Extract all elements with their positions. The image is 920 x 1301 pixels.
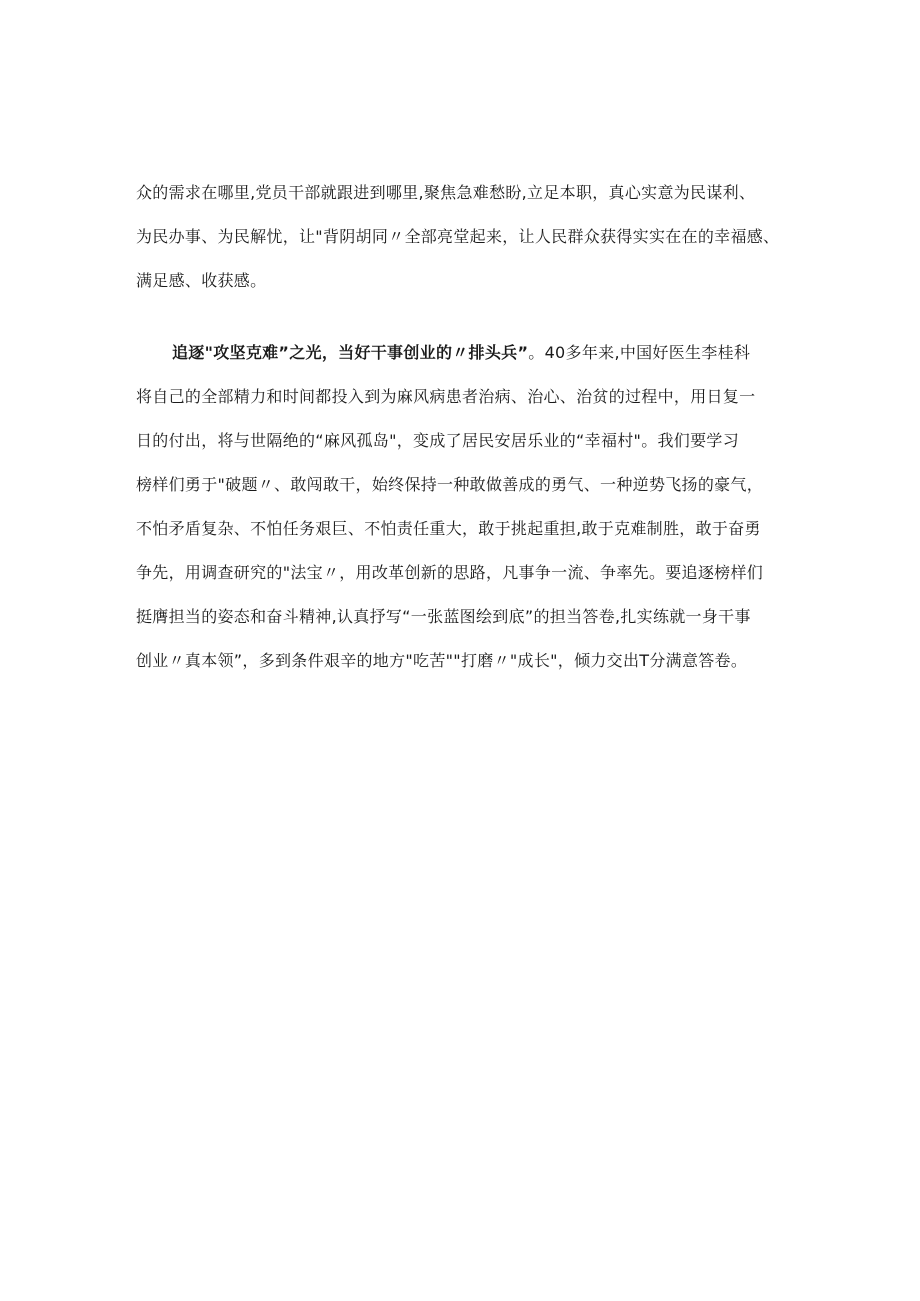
paragraph-line: 满足感、收获感。 (136, 271, 267, 290)
paragraph-line: 争先，用调查研究的"法宝〃，用改革创新的思路，凡事争一流、争率先。要追逐榜样们 (136, 563, 764, 582)
paragraph-first-line-rest: 。40多年来,中国好医生李桂科 (528, 343, 751, 362)
paragraph-line: 日的付出，将与世隔绝的“麻风孤岛"，变成了居民安居乐业的“幸福村"。我们要学习 (136, 431, 739, 450)
paragraph-line: 创业〃真本领”，多到条件艰辛的地方"吃苦""打磨〃"成长"，倾力交出T分满意答卷。 (136, 651, 748, 670)
paragraph-line: 为民办事、为民解忧，让"背阴胡同〃全部亮堂起来，让人民群众获得实实在在的幸福感、 (136, 227, 780, 246)
paragraph-line: 挺膺担当的姿态和奋斗精神,认真抒写“一张蓝图绘到底”的担当答卷,扎实练就一身干事 (136, 607, 751, 626)
paragraph-heading: 追逐"攻坚克难”之光，当好干事创业的〃排头兵” (172, 343, 529, 362)
paragraph-2 (136, 331, 816, 683)
paragraph-line: 众的需求在哪里,党员干部就跟进到哪里,聚焦急难愁盼,立足本职，真心实意为民谋利、 (136, 183, 756, 202)
paragraph-line: 不怕矛盾复杂、不怕任务艰巨、不怕责任重大，敢于挑起重担,敢于克难制胜，敢于奋勇 (136, 519, 761, 538)
paragraph-line: 将自己的全部精力和时间都投入到为麻风病患者治病、治心、治贫的过程中，用日复一 (136, 387, 756, 406)
paragraph-line: 榜样们勇于"破题〃、敢闯敢干，始终保持一种敢做善成的勇气、一种逆势飞扬的豪气， (136, 475, 764, 494)
paragraph-1 (136, 171, 816, 303)
paragraph-first-line (136, 331, 816, 375)
